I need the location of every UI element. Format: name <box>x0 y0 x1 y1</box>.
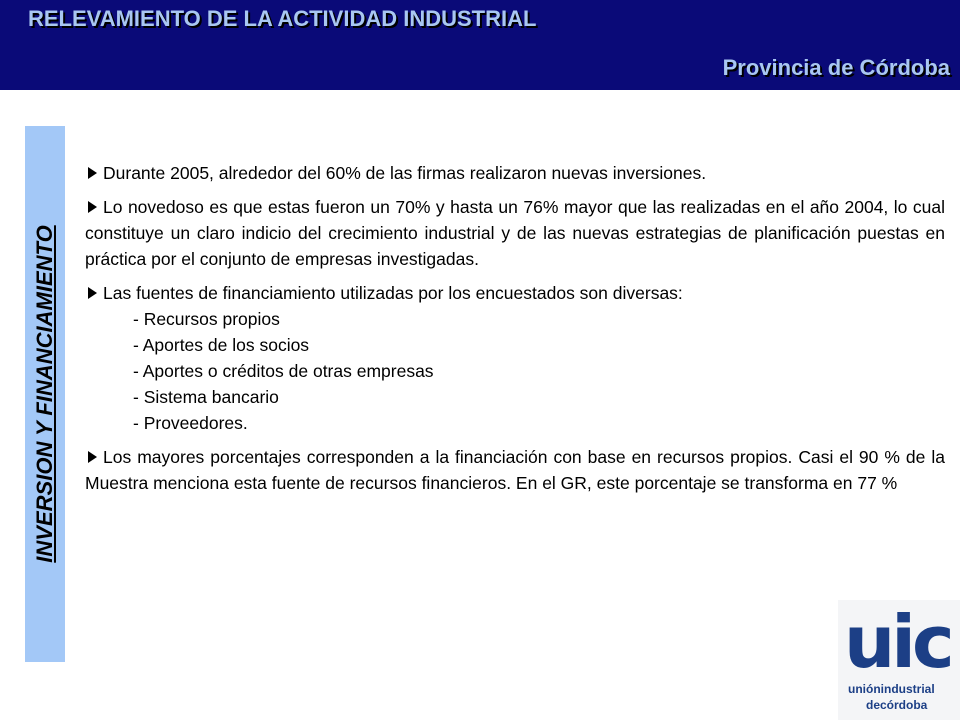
page-subtitle: Provincia de Córdoba <box>722 55 950 80</box>
arrow-bullet-icon <box>88 451 97 463</box>
arrow-bullet-icon <box>88 287 97 299</box>
section-side-label: INVERSION Y FINANCIAMIENTO <box>32 225 57 563</box>
paragraph-1-text: Durante 2005, alrededor del 60% de las firmas realizaron nuevas inversiones. <box>103 163 707 183</box>
arrow-bullet-icon <box>88 201 97 213</box>
financing-sources-list <box>133 306 945 436</box>
paragraph-2 <box>85 194 945 272</box>
page-title: RELEVAMIENTO DE LA ACTIVIDAD INDUSTRIAL <box>28 6 537 31</box>
list-item: - Aportes o créditos de otras empresas <box>133 361 434 381</box>
paragraph-2-text: Lo novedoso es que estas fueron un 70% y hasta un 76% mayor que las realizadas en el año 2004, lo cual constituye un claro indicio del crecimiento industrial y de las nuevas estrategias de planificación puestas en práctica por el conjunto de empresas investigadas. <box>85 197 945 269</box>
list-item: - Recursos propios <box>133 309 280 329</box>
slide-content <box>85 160 945 504</box>
header-banner <box>0 0 960 90</box>
paragraph-4-text: Los mayores porcentajes corresponden a la financiación con base en recursos propios. Casi el 90 % de la Muestra menciona esta fuente de recursos financieros. En el GR, este porcentaje se transforma en 77 % <box>85 447 945 493</box>
arrow-bullet-icon <box>88 167 97 179</box>
list-item: - Aportes de los socios <box>133 335 310 355</box>
paragraph-4 <box>85 444 945 496</box>
paragraph-3 <box>85 280 945 306</box>
logo-mark: uic <box>844 600 951 684</box>
uic-logo <box>838 600 960 720</box>
paragraph-1 <box>85 160 945 186</box>
list-item: - Proveedores. <box>133 413 248 433</box>
paragraph-3-text: Las fuentes de financiamiento utilizadas por los encuestados son diversas: <box>103 283 683 303</box>
logo-text-line2: decórdoba <box>866 698 928 712</box>
logo-text-line1: uniónindustrial <box>848 682 935 696</box>
list-item: - Sistema bancario <box>133 387 279 407</box>
